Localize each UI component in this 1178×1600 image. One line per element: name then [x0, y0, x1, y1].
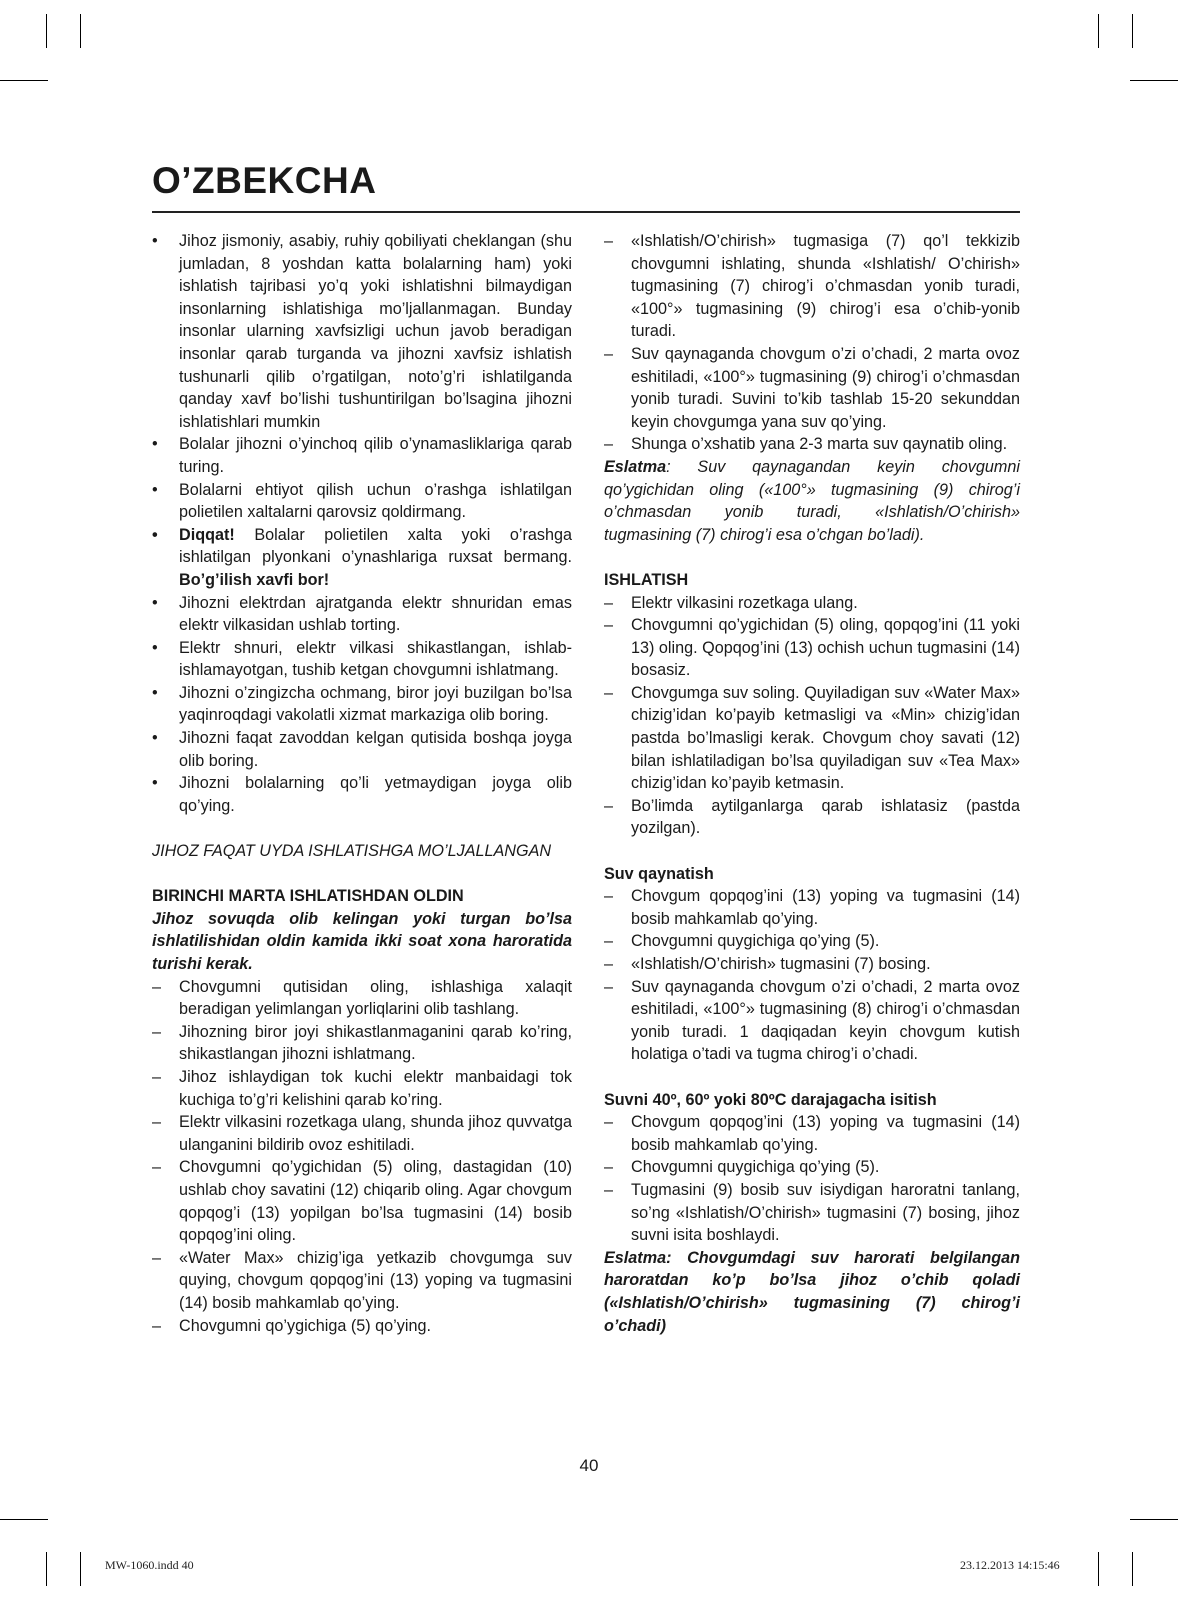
- list-item: [604, 1179, 1020, 1247]
- dash-marker: –: [604, 955, 614, 973]
- spacer: [604, 1066, 1020, 1089]
- dash-marker: –: [604, 1113, 614, 1132]
- list-item-text: Chovgum qopqog’ini (13) yoping va tugmasini (14) bosib mahkamlab qo’ying.: [631, 887, 1020, 928]
- spacer: [152, 817, 572, 840]
- list-item: [604, 885, 1020, 930]
- list-item-text: Chovgumni qo’ygichidan (5) oling, qopqog’ini (11 yoki 13) oling. Qopqog’ini (13) ochish uchun tugmasini (14) bosasiz.: [631, 616, 1020, 680]
- list-item-text: Chovgum qopqog’ini (13) yoping va tugmasini (14) bosib mahkamlab qo’ying.: [631, 1113, 1020, 1154]
- list-item-text: Bolalarni ehtiyot qilish uchun o’rashga ishlatilgan polietilen xaltalarni qarovsiz qoldirmang.: [179, 480, 572, 522]
- list-item: [152, 1066, 572, 1111]
- list-item-text: Suv qaynaganda chovgum o’zi o’chadi, 2 marta ovoz eshitiladi, «100°» tugmasining (9) chirog’i o’chmasdan yonib turadi. Suvini to’kib tashlab 15-20 sekunddan keyin chovgumga yana suv qo’ying.: [631, 344, 1020, 431]
- bullet-marker: •: [152, 593, 158, 612]
- list-item-text: «Ishlatish/O’chirish» tugmasini (7) bosing.: [631, 955, 931, 973]
- list-item-text: Elektr shnuri, elektr vilkasi shikastlangan, ishlab-ishlamayotgan, tushib ketgan chovgumni ishlatmang.: [179, 638, 572, 680]
- list-item-text: Chovgumni quygichiga qo’ying (5).: [631, 932, 880, 951]
- crop-mark: [1098, 1552, 1099, 1586]
- crop-mark: [0, 1519, 48, 1520]
- emphasis-paragraph: Eslatma: Chovgumdagi suv harorati belgilangan haroratdan ko’p bo’lsa jihoz o’chib qoladi («Ishlatish/O’chirish» tugmasining (7) chirog’i o’chadi): [604, 1248, 1020, 1335]
- dash-marker: –: [604, 683, 614, 702]
- spacer: [604, 840, 1020, 863]
- list-item-text: Chovgumni qo’ygichiga (5) qo’ying.: [179, 1316, 431, 1335]
- bullet-marker: •: [152, 774, 158, 793]
- list-item: [152, 1315, 572, 1338]
- warning-lead: Diqqat!: [179, 525, 235, 544]
- list-item: [604, 343, 1020, 433]
- note-lead: Eslatma: [604, 457, 667, 476]
- list-item-text: Bolalar jihozni o’yinchoq qilib o’ynamasliklariga qarab turing.: [179, 435, 572, 476]
- slug-date: 23.12.2013 14:15:46: [960, 1558, 1060, 1572]
- spacer: [152, 863, 572, 886]
- list-item: [152, 1021, 572, 1066]
- list-item-text: Jihoz ishlaydigan tok kuchi elektr manbaidagi tok kuchiga to’g’ri kelishini qarab ko’ring.: [179, 1067, 572, 1109]
- crop-mark: [0, 80, 48, 81]
- list-item-text: Chovgumga suv soling. Quyiladigan suv «Water Max» chizig’idan ko’payib ketmasligi va «Min» chizig’idan pastda bo’lmasligi kerak. Chovgum choy savati (12) bilan ishlatiladigan bo’lsa quyiladigan suv «Tea Max» chizig’idan ko’payib ketmasin.: [631, 683, 1020, 793]
- dash-marker: –: [152, 1316, 162, 1335]
- list-item: [604, 1156, 1020, 1179]
- list-item: [604, 953, 1020, 976]
- list-item: [604, 682, 1020, 795]
- crop-mark: [80, 14, 81, 48]
- warning-tail: Bo’g’ilish xavfi bor!: [179, 570, 330, 589]
- list-item: [152, 1247, 572, 1315]
- list-item: [152, 1111, 572, 1156]
- title-rule: [152, 211, 1020, 213]
- note-text: : Suv qaynagandan keyin chovgumni qo’ygichidan oling («100°» tugmasining (9) chirog’i o’chmasdan yonib turadi, «Ishlatish/O’chirish» tugmasining (7) chirog’i esa o’chgan bo’ladi).: [604, 457, 1020, 544]
- bullet-marker: •: [152, 729, 158, 748]
- list-item: [604, 614, 1020, 682]
- dash-marker: –: [604, 796, 614, 815]
- list-item: [604, 976, 1020, 1066]
- bullet-marker: •: [152, 435, 158, 454]
- left-column: [152, 230, 572, 1337]
- crop-mark: [46, 14, 47, 48]
- list-item-text: Chovgumni qo’ygichidan (5) oling, dastagidan (10) ushlab choy savatini (12) chiqarib oling. Agar chovgum qopqog’i (13) yopilgan bo’lsa tugmasini (14) bosib qopqog’ini oling.: [179, 1158, 572, 1245]
- section-heading: Suvni 40º, 60º yoki 80ºC darajagacha isitish: [604, 1090, 937, 1109]
- crop-mark: [1130, 80, 1178, 81]
- crop-mark: [1132, 1552, 1133, 1586]
- list-item-text: Chovgumni qutisidan oling, ishlashiga xalaqit beradigan yelimlangan yorliqlarini olib tashlang.: [179, 977, 572, 1019]
- list-item: [604, 930, 1020, 953]
- emphasis-paragraph: Jihoz sovuqda olib kelingan yoki turgan bo’lsa ishlatilishidan oldin kamida ikki soat xona haroratida turishi kerak.: [152, 909, 572, 973]
- dash-marker: –: [152, 1067, 162, 1086]
- list-item-text: Elektr vilkasini rozetkaga ulang.: [631, 593, 858, 612]
- dash-marker: –: [152, 1158, 162, 1177]
- list-item-text: «Ishlatish/O’chirish» tugmasiga (7) qo’l tekkizib chovgumni ishlating, shunda «Ishlatish/ O’chirish» tugmasining (7) chirog’i o’chmasdan yonib turadi, «100°» tugmasining (9) chirog’i esa o’chib-yonib turadi.: [631, 232, 1020, 341]
- dash-marker: –: [604, 435, 614, 454]
- section-heading: Suv qaynatish: [604, 864, 714, 883]
- list-item-text: Chovgumni quygichiga qo’ying (5).: [631, 1158, 880, 1177]
- dash-marker: –: [604, 887, 614, 906]
- bullet-marker: •: [152, 683, 158, 702]
- dash-marker: –: [152, 977, 162, 996]
- list-item: [152, 976, 572, 1021]
- dash-marker: –: [152, 1022, 162, 1041]
- dash-marker: –: [604, 232, 614, 250]
- notice-text: JIHOZ FAQAT UYDA ISHLATISHGA MO’LJALLANGAN: [152, 842, 552, 861]
- list-item: [152, 772, 572, 817]
- dash-marker: –: [604, 593, 614, 612]
- dash-marker: –: [604, 1158, 614, 1177]
- list-item-text: Jihozni elektrdan ajratganda elektr shnuridan emas elektr vilkasidan ushlab torting.: [179, 593, 572, 635]
- crop-mark: [46, 1552, 47, 1586]
- bullet-marker: •: [152, 525, 158, 544]
- list-item: [604, 230, 1020, 343]
- slug-file: MW-1060.indd 40: [105, 1558, 194, 1572]
- list-item: [152, 682, 572, 727]
- list-item: [604, 433, 1020, 456]
- dash-marker: –: [604, 344, 614, 363]
- crop-mark: [1130, 1519, 1178, 1520]
- dash-marker: –: [604, 616, 614, 635]
- list-item-text: Bo’limda aytilganlarga qarab ishlatasiz (pastda yozilgan).: [631, 796, 1020, 838]
- list-item-text: Jihoz jismoniy, asabiy, ruhiy qobiliyati cheklangan (shu jumladan, 8 yoshdan katta bolalarning ham) yoki ishlatish tajribasi yo’q yoki ishlatishni bilmaydigan insonlarning ishlatishiga mo’ljallanmagan. Bunday insonlar ularning xavfsizligi uchun javob beradigan insonlar qarab turganda va jihozni xavfsiz ishlatish tushunarli qilib o’rgatilgan, noto’g’ri ishlatilganda qanday xavf bo’lishi tushuntirilgan bo’lsagina jihozni ishlatishlari mumkin: [179, 232, 572, 431]
- crop-mark: [1132, 14, 1133, 48]
- crop-mark: [80, 1552, 81, 1586]
- list-item: [152, 592, 572, 637]
- list-item-text: Bolalar polietilen xalta yoki o’rashga ishlatilgan plyonkani o’ynashlariga ruxsat bermang.: [179, 525, 572, 567]
- list-item: [152, 727, 572, 772]
- list-item-text: Tugmasini (9) bosib suv isiydigan haroratni tanlang, so’ng «Ishlatish/O’chirish» tugmasini (7) bosing, jihoz suvni isita boshlaydi.: [631, 1180, 1020, 1245]
- page-number: 40: [579, 1456, 599, 1475]
- bullet-marker: •: [152, 480, 158, 499]
- section-heading: BIRINCHI MARTA ISHLATISHDAN OLDIN: [152, 887, 464, 906]
- list-item-text: Jihozning biror joyi shikastlanmaganini qarab ko’ring, shikastlangan jihozni ishlatmang.: [179, 1022, 572, 1064]
- list-item-text: Shunga o’xshatib yana 2-3 marta suv qaynatib oling.: [631, 435, 1008, 454]
- list-item: [604, 1111, 1020, 1156]
- dash-marker: –: [604, 977, 614, 996]
- dash-marker: –: [604, 1180, 614, 1199]
- spacer: [604, 546, 1020, 569]
- list-item: [604, 795, 1020, 840]
- list-item-text: «Water Max» chizig’iga yetkazib chovgumga suv quying, chovgum qopqog’ini (13) yoping va tugmasini (14) bosib mahkamlab qo’ying.: [179, 1248, 572, 1312]
- list-item: [152, 230, 572, 433]
- crop-mark: [1098, 14, 1099, 48]
- list-item: [152, 479, 572, 524]
- list-item-text: Jihozni bolalarning qo’li yetmaydigan joyga olib qo’ying.: [179, 774, 572, 815]
- page-title: O’ZBEKCHA: [152, 160, 377, 201]
- dash-marker: –: [604, 932, 614, 951]
- dash-marker: –: [152, 1113, 162, 1132]
- right-column: [604, 230, 1020, 1337]
- list-item: [152, 1156, 572, 1246]
- list-item: [152, 637, 572, 682]
- dash-marker: –: [152, 1248, 162, 1267]
- bullet-marker: •: [152, 232, 158, 250]
- list-item-text: Suv qaynaganda chovgum o’zi o’chadi, 2 marta ovoz eshitiladi, «100°» tugmasining (8) chirog’i o’chmasdan yonib turadi. 1 daqiqadan keyin chovgum kutish holatiga o’tadi va tugma chirog’i o’chadi.: [631, 977, 1020, 1064]
- list-item: [604, 592, 1020, 615]
- list-item: [152, 433, 572, 478]
- list-item: [152, 524, 572, 592]
- bullet-marker: •: [152, 638, 158, 657]
- note-paragraph: [604, 456, 1020, 546]
- list-item-text: Jihozni o’zingizcha ochmang, biror joyi buzilgan bo’lsa yaqinroqdagi vakolatli xizmat markaziga olib boring.: [179, 683, 572, 725]
- list-item-text: Elektr vilkasini rozetkaga ulang, shunda jihoz quvvatga ulanganini bildirib ovoz eshitiladi.: [179, 1113, 572, 1154]
- list-item-text: Jihozni faqat zavoddan kelgan qutisida boshqa joyga olib boring.: [179, 729, 572, 770]
- section-heading: ISHLATISH: [604, 570, 689, 589]
